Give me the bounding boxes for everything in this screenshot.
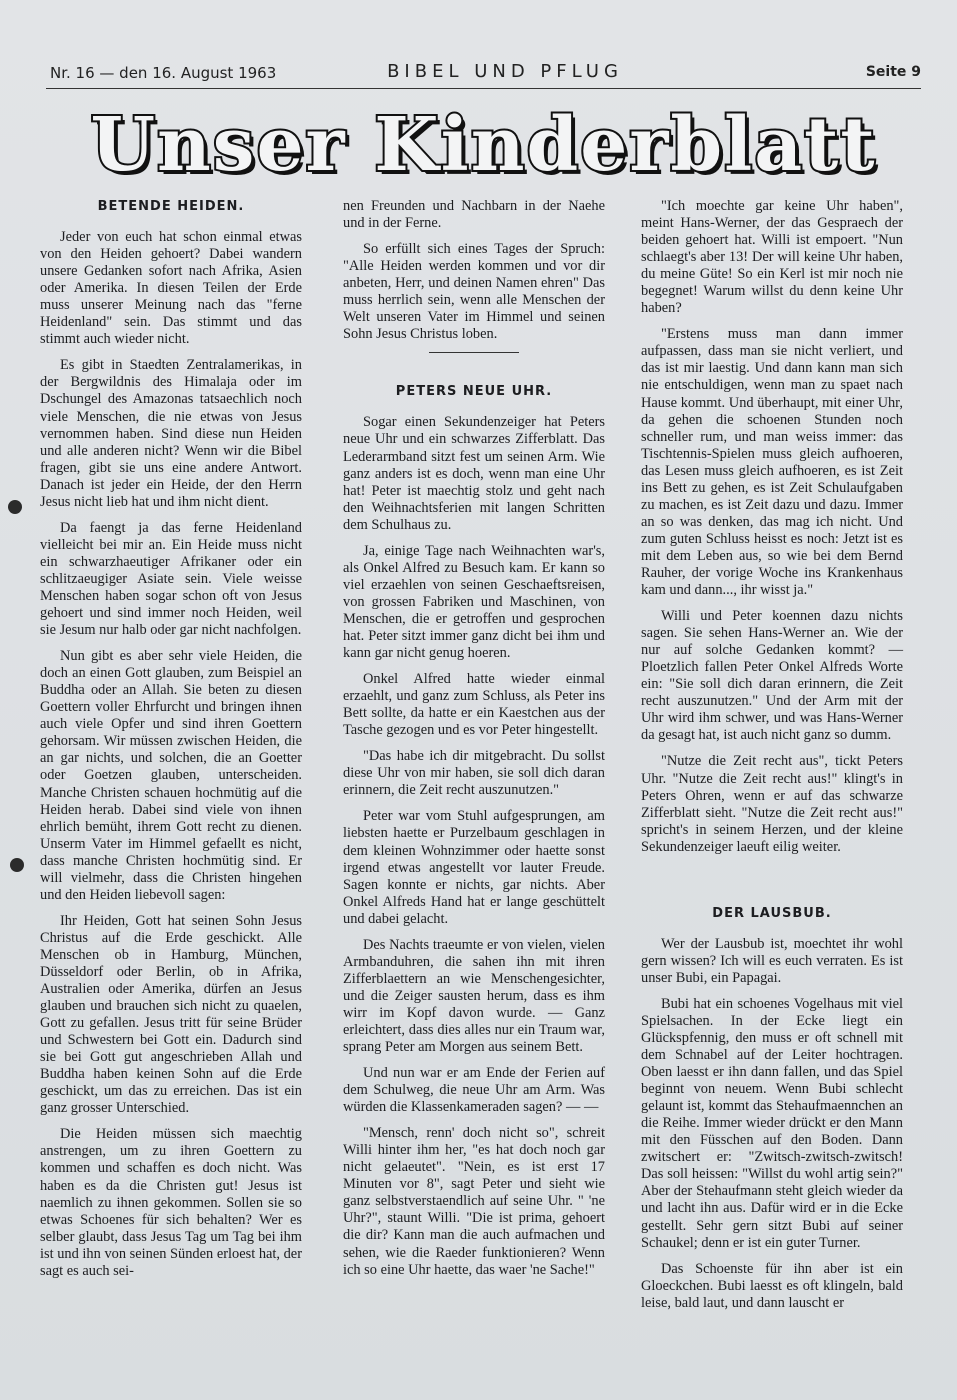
page-number: Seite 9 [865,64,921,80]
paragraph: "Ich moechte gar keine Uhr haben", meint Hans-Werner, der das Gespraech der beiden gehoert hat. Willi ist empoert. "Nun schlaegt's aber 13! Der will keine Uhr haben, du meine Güte! So ein Kerl ist mir noch nie begegnet! Warum willst du denn keine Uhr haben? [641,198,903,317]
paragraph: Ja, einige Tage nach Weihnachten war's, als Onkel Alfred zu Besuch kam. Er kann so viel erzaehlen von seinen Geschaeftsreisen, von grossen Fabriken und Maschinen, von Menschen, die er getroffen und gesprochen hat. Peter sitzt immer ganz dicht bei ihm und kann gar nicht genug hoeren. [343,542,605,662]
article-divider [429,352,519,353]
paragraph: Die Heiden müssen sich maechtig anstrengen, um zu ihren Goettern zu kommen und schaffen es doch nicht. Was haben es da die Christen gut! Jesus ist naemlich zu ihnen gekommen. Sollen sie so etwas Schoenes für sich behalten? Wer es selber glaubt, dass Jesus Tag um Tag bei ihm ist und ihn von seinen Sünden erloest hat, der sagt es auch sei- [40,1126,302,1279]
paragraph: Und nun war er am Ende der Ferien auf dem Schulweg, die neue Uhr am Arm. Was würden die Klassenkameraden sagen? — — [343,1065,605,1116]
punch-hole-bottom [10,858,24,872]
article-heading-lausbub: DER LAUSBUB. [712,905,832,921]
column-2 [343,198,605,1288]
paragraph: Wer der Lausbub ist, moechtet ihr wohl gern wissen? Ich will es euch verraten. Es ist unser Bubi, ein Papagai. [641,935,903,986]
punch-hole-top [8,500,22,514]
header-rule [46,88,921,89]
paragraph: nen Freunden und Nachbarn in der Naehe und in der Ferne. [343,198,605,232]
paragraph: Des Nachts traeumte er von vielen, vielen Armbanduhren, die sahen ihn mit ihren Zifferblaettern an wie Menschengesichter, und die Zeiger sausten herum, dass es ihm wirr im Kopf davon wurde. — Ganz erleichtert, dass dies alles nur ein Traum war, sprang Peter am Morgen aus seinem Bett. [343,936,605,1056]
paragraph: Das Schoenste für ihn aber ist ein Gloeckchen. Bubi laesst es oft klingeln, bald leise, bald laut, und dann lauscht er [641,1260,903,1311]
paragraph: Onkel Alfred hatte wieder einmal erzaehlt, und ganz zum Schluss, als Peter ins Bett sollte, da hatte er ein Kaestchen aus der Tasche gezogen und es vor Peter hingestellt. [343,671,605,739]
column-3 [641,198,903,1321]
paragraph: Nun gibt es aber sehr viele Heiden, die doch an einen Gott glauben, zum Beispiel an Buddha oder an Allah. Sie beten zu diesen Goettern voller Ehrfurcht und bringen ihnen auch viele Opfer und sind ihren Goettern gehorsam. Wir müssen zwischen Heiden, die an gar nichts, und solchen, die an Goetter oder Goetzen glauben, unterscheiden. Manche Christen schauen hochmütig auf die Heiden herab. Dabei sind viele von ihnen ehrlich bemüht, ihrem Gott recht zu dienen. Unserm Vater im Himmel gefaellt es nicht, dass manche Christen hochmütig sind. Er will vielmehr, dass die Christen hingehen und den Heiden liebevoll sagen: [40,648,302,903]
paragraph: Willi und Peter koennen dazu nichts sagen. Sie sehen Hans-Werner an. Wie der nur auf solche Gedanken kommt? — Ploetzlich fallen Peter Onkel Alfreds Worte ein: "Sie soll dich daran erinnern, die Zeit recht auszunutzen." Und der Arm mit der Uhr wird ihm schwer, und was Hans-Werner da gesagt hat, ist auch nicht ganz so dumm. [641,608,903,744]
paragraph: So erfüllt sich eines Tages der Spruch: "Alle Heiden werden kommen und vor dir anbeten, Herr, und deinen Namen ehren" Das muss herrlich sein, wenn alle Menschen der Welt unseren Vater im Himmel und seinen Sohn Jesus Christus loben. [343,241,605,343]
paragraph: Sogar einen Sekundenzeiger hat Peters neue Uhr und ein schwarzes Zifferblatt. Das Lederarmband sitzt fest um seinen Arm. Wie ganz anders ist es doch, wenn man eine Uhr hat! Peter ist maechtig stolz und geht nach den Weihnachtsferien mit langen Schritten dem Schulhaus zu. [343,414,605,533]
paragraph: Bubi hat ein schoenes Vogelhaus mit viel Spielsachen. In der Ecke liegt ein Glückspfennig, den muss er oft schnell mit dem Schnabel auf der Leiter hochtragen. Oben laesst er ihn dann fallen, und das Spiel beginnt von neuem. Wenn Bubi schlecht gelaunt ist, kommt das Stehaufmaennchen an die Reihe. Immer wieder drückt er den Mann mit den Füsschen auf den Boden. Dann zwitschert er: "Zwitsch-zwitsch-zwitsch! Das soll heissen: "Willst du wohl artig sein?" Aber der Stehaufmann steht gleich wieder da und lacht ihn aus. Dafür wird er in die Ecke gestellt. Sehr gern sitzt Bubi auf seiner Schaukel; denn er ist ein guter Turner. [641,995,903,1251]
paragraph: Ihr Heiden, Gott hat seinen Sohn Jesus Christus auf die Erde geschickt. Alle Menschen ob in Hamburg, München, Düsseldorf oder Berlin, ob in Afrika, Australien oder Amerika, dürfen an Jesus glauben und brauchen sich nicht zu quaelen, Gott zu gefallen. Jesus tritt für seine Brüder und Schwestern bei Gott ein. Dadurch sind sie bei Gott gut angeschrieben Allah und Buddha haben keinen Sohn auf die Erde geschickt, um das zu erreichen. Das ist ein ganz grosser Unterschied. [40,912,302,1117]
issue-date: Nr. 16 — den 16. August 1963 [50,64,277,82]
publication-name: BIBEL UND PFLUG [387,61,623,82]
column-1 [40,198,302,1289]
article-heading-uhr: PETERS NEUE UHR. [395,384,553,400]
paragraph: "Erstens muss man dann immer aufpassen, dass man sie nicht verliert, und das ist mir laestig. Und dann kann man sich nie entschuldigen, wenn man zu spaet nach Hause kommt. Und überhaupt, mit einer Uhr, da gehen die schoenen Stunden noch schneller rum, und man weiss immer: das Tischtennis-Spielen muss gleich aufhoeren, das Lesen muss gleich aufhoeren, es ist Zeit ins Bett zu gehen, es ist Zeit Schulaufgaben zu machen, es ist Zeit dazu und dazu. Immer an so was denken, das mag ich nicht. Und zum guten Schluss heisst es noch: Jetzt ist es mit dem Leben aus, so wie bei dem Bernd Rauher, der vorige Woche ins Krankenhaus kam und dann..., ihr wisst ja." [641,326,903,599]
article-heading-heiden: BETENDE HEIDEN. [97,199,245,214]
spacer [641,865,903,905]
paragraph: Peter war vom Stuhl aufgesprungen, am liebsten haette er Purzelbaum geschlagen in dem kleinen Wohnzimmer oder haette sonst irgend etwas angestellt vor lauter Freude. Sagen konnte er nichts, gar nichts. Aber Onkel Alfreds Hand hat er lange geschüttelt und dabei gelacht. [343,808,605,927]
paragraph: Es gibt in Staedten Zentralamerikas, in der Bergwildnis des Himalaja oder im Dschungel des Amazonas tatsaechlich noch viele Menschen, die nie etwas von Jesus vernommen haben. Sind diese nun Heiden und alle anderen nicht? Wenn wir die Bibel fragen, gibt sie uns eine andere Antwort. Danach ist jeder ein Heide, der den Herrn Jesus nicht lieb hat und ihm nicht dient. [40,357,302,510]
paragraph: Da faengt ja das ferne Heidenland vielleicht bei mir an. Ein Heide muss nicht ein schwarzhaeutiger Afrikaner oder ein schlitzaeugiger Asiate sein. Viele weisse Menschen haben sogar schon oft von Jesus gehoert und sind immer noch Heiden, weil sie Jesum nur halb oder gar nicht nachfolgen. [40,519,302,639]
page-title: Unser Kinderblatt [90,102,877,188]
paragraph: "Mensch, renn' doch nicht so", schreit Willi hinter ihm her, "es hat doch noch gar nicht gelaeutet". "Nein, es ist erst 17 Minuten vor 8", sagt Peter und sieht wie ganz selbstverstaendlich auf seine Uhr. " 'ne Uhr?", staunt Willi. "Die ist prima, gehoert die dir? Kann man die auch aufmachen und sehen, wie die Raeder funktionieren? Wenn ich so eine Uhr haette, das waer 'ne Sache!" [343,1125,605,1278]
paragraph: "Das habe ich dir mitgebracht. Du sollst diese Uhr von mir haben, sie soll dich daran erinnern, die Zeit recht auszunutzen." [343,748,605,799]
paragraph: Jeder von euch hat schon einmal etwas von den Heiden gehoert? Dabei wandern unsere Gedanken sofort nach Afrika, Asien oder Amerika. In diesen Teilen der Erde muss unserer Meinung nach das "ferne Heidenland" sein. Das stimmt und das stimmt auch wieder nicht. [40,229,302,348]
page-header [50,61,921,86]
paragraph: "Nutze die Zeit recht aus", tickt Peters Uhr. "Nutze die Zeit recht aus!" klingt's in Peters Ohren, wenn er auf das schwarze Zifferblatt sieht. "Nutze die Zeit recht aus!" spricht's in seinem Herzen, und der kleine Sekundenzeiger laeuft eilig weiter. [641,753,903,855]
